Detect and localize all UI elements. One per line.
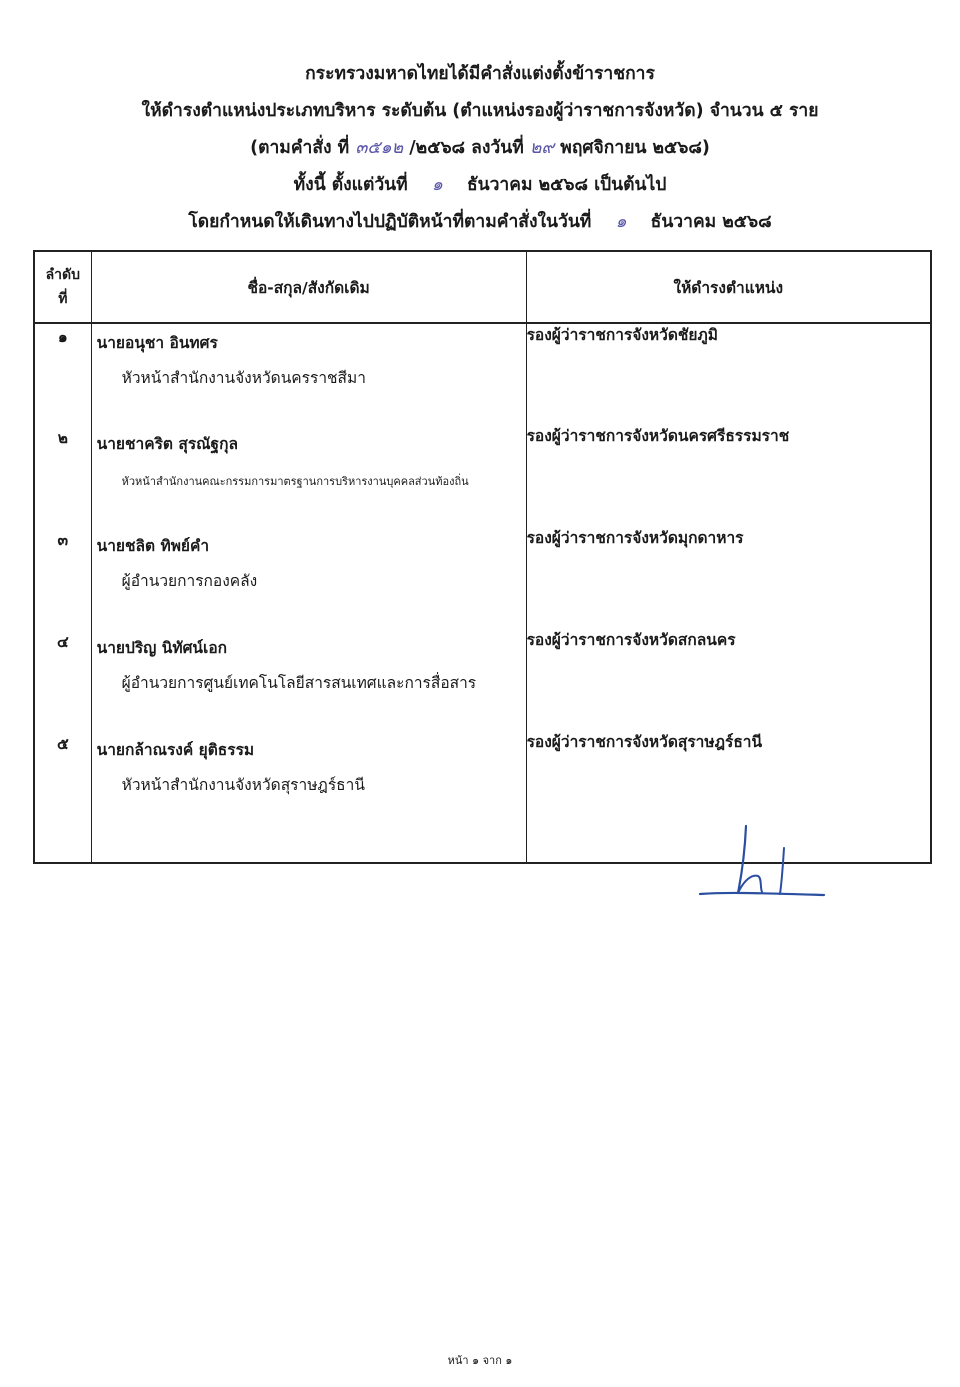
table-row [34, 425, 931, 527]
header-name: ชื่อ-สกุล/สังกัดเดิม [91, 251, 526, 323]
travel-label: โดยกำหนดให้เดินทางไปปฏิบัติหน้าที่ตามคำสั่งในวันที่ [188, 212, 592, 232]
header-line-3 [0, 130, 960, 167]
header-no-line-1: ลำดับ [45, 267, 81, 283]
order-label: (ตามคำสั่ง ที่ [250, 138, 350, 158]
header-line-2 [0, 93, 960, 130]
name-cell [91, 731, 526, 833]
travel-month-year: ธันวาคม ๒๕๖๘ [650, 212, 772, 232]
person-former-post: หัวหน้าสำนักงานคณะกรรมการมาตรฐานการบริหารงานบุคคลส่วนท้องถิ่น [121, 475, 469, 488]
name-cell [91, 323, 526, 425]
header-line-5 [0, 204, 960, 241]
person-name: นายปริญ นิทัศน์เอก [96, 639, 228, 657]
row-number: ๑ [34, 323, 91, 425]
signature [696, 818, 831, 903]
name-cell [91, 527, 526, 629]
name-cell [91, 629, 526, 731]
page-number: หน้า ๑ จาก ๑ [447, 1354, 513, 1367]
person-name: นายกล้าณรงค์ ยุติธรรม [96, 741, 255, 759]
travel-day: ๑ [615, 212, 627, 232]
person-former-post: หัวหน้าสำนักงานจังหวัดสุราษฎร์ธานี [121, 776, 365, 794]
order-date-label: /๒๕๖๘ ลงวันที่ [409, 138, 524, 158]
order-month-year: พฤศจิกายน ๒๕๖๘) [560, 138, 710, 158]
page-footer [0, 1351, 960, 1369]
person-name: นายชลิต ทิพย์คำ [96, 537, 210, 555]
new-position: รองผู้ว่าราชการจังหวัดสุราษฎร์ธานี [526, 731, 931, 833]
row-number: ๔ [34, 629, 91, 731]
document-header [0, 56, 960, 241]
person-former-post: ผู้อำนวยการกองคลัง [121, 572, 258, 590]
person-name: นายอนุชา อินทศร [96, 334, 218, 352]
table-row [34, 527, 931, 629]
new-position: รองผู้ว่าราชการจังหวัดสกลนคร [526, 629, 931, 731]
row-number: ๕ [34, 731, 91, 833]
header-no [34, 251, 91, 323]
header-position: ให้ดำรงตำแหน่ง [526, 251, 931, 323]
person-former-post: หัวหน้าสำนักงานจังหวัดนครราชสีมา [121, 369, 366, 387]
person-former-post: ผู้อำนวยการศูนย์เทคโนโลยีสารสนเทศและการสื่อสาร [121, 674, 477, 692]
header-line-1 [0, 56, 960, 93]
header-line-1-text: กระทรวงมหาดไทยได้มีคำสั่งแต่งตั้งข้าราชการ [305, 64, 655, 84]
new-position: รองผู้ว่าราชการจังหวัดชัยภูมิ [526, 323, 931, 425]
table-row [34, 629, 931, 731]
row-number: ๒ [34, 425, 91, 527]
table-row [34, 323, 931, 425]
person-name: นายชาคริต สุรณัฐกุล [96, 435, 238, 453]
effective-month-year: ธันวาคม ๒๕๖๘ เป็นต้นไป [466, 175, 667, 195]
row-number: ๓ [34, 527, 91, 629]
header-line-4 [0, 167, 960, 204]
effective-label: ทั้งนี้ ตั้งแต่วันที่ [293, 175, 408, 195]
effective-day: ๑ [431, 175, 443, 195]
table-header-row [34, 251, 931, 323]
new-position: รองผู้ว่าราชการจังหวัดมุกดาหาร [526, 527, 931, 629]
order-day: ๒๙ [529, 138, 555, 158]
new-position: รองผู้ว่าราชการจังหวัดนครศรีธรรมราช [526, 425, 931, 527]
appointment-table [33, 250, 932, 864]
order-number: ๓๕๑๒ [355, 138, 404, 158]
header-line-2-text: ให้ดำรงตำแหน่งประเภทบริหาร ระดับต้น (ตำแหน่งรองผู้ว่าราชการจังหวัด) จำนวน ๕ ราย [141, 101, 819, 121]
name-cell [91, 425, 526, 527]
header-no-line-2: ที่ [58, 291, 68, 307]
